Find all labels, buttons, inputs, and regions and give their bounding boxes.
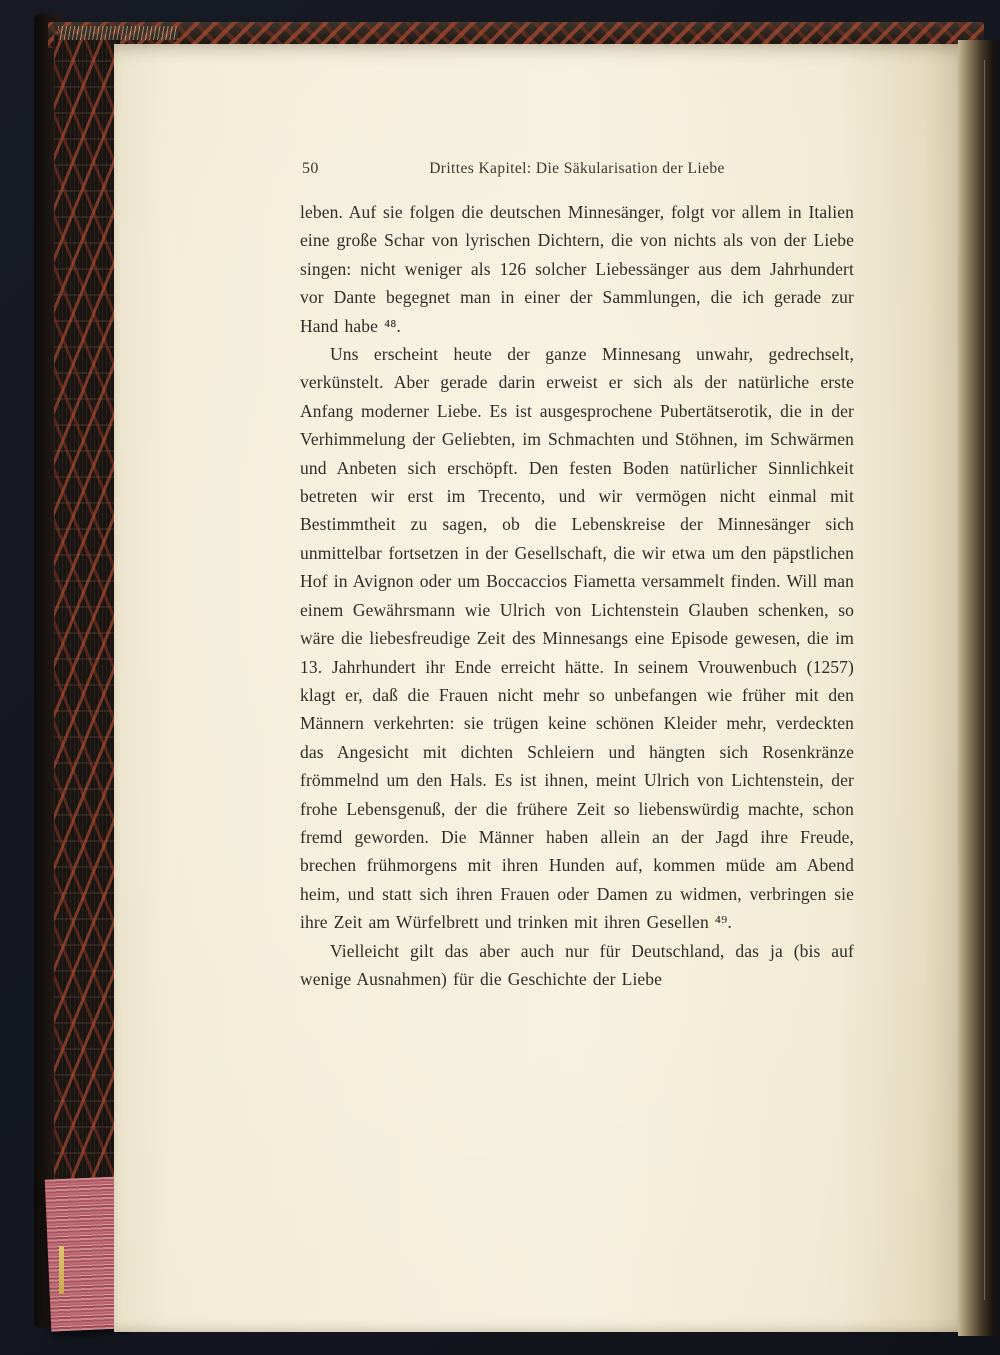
running-header: Drittes Kapitel: Die Säkularisation der Liebe xyxy=(429,160,725,177)
page-number: 50 xyxy=(302,160,319,177)
paragraph: Uns erscheint heute der ganze Minnesang unwahr, gedrechselt, verkünstelt. Aber gerade darin erweist er sich als der natürliche erste Anfang moderner Liebe. Es ist ausgesprochene Pubertätserotik, die in der Verhimmelung der Geliebten, im Schmachten und Stöhnen, im Schwärmen und Anbeten sich erschöpft. Den festen Boden natürlicher Sinnlichkeit betreten wir erst im Trecento, und wir vermögen nicht einmal mit Bestimmtheit zu sagen, ob die Lebenskreise der Minnesänger sich unmittelbar fortsetzen in der Gesellschaft, die wir etwa um den päpstlichen Hof in Avignon oder um Boccaccios Fiametta versammelt finden. Will man einem Gewährsmann wie Ulrich von Lichtenstein Glauben schenken, so wäre die liebesfreudige Zeit des Minnesangs eine Episode gewesen, die im 13. Jahrhundert ihr Ende erreicht hätte. In seinem Vrouwenbuch (1257) klagt er, daß die Frauen nicht mehr so unbefangen wie früher mit den Männern verkehrten: sie trügen keine schönen Kleider mehr, verdeckten das Angesicht mit dichten Schleiern und hängten sich Rosenkränze frömmelnd um den Hals. Es ist ihnen, meint Ulrich von Lichtenstein, der frohe Lebensgenuß, der die frühere Zeit so liebenswürdig machte, schon fremd geworden. Die Männer haben allein an der Jagd ihre Freude, brechen frühmorgens mit ihren Hunden auf, kommen müde am Abend heim, und statt sich ihren Frauen oder Damen zu widmen, verbringen sie ihre Zeit am Würfelbrett und trinken mit ihren Gesellen ⁴⁹. xyxy=(300,344,854,933)
gutter-shadow xyxy=(958,40,1000,1336)
page-header xyxy=(300,160,854,182)
page-body xyxy=(300,198,854,993)
page-edge-highlight xyxy=(59,1246,64,1294)
page-stack-fan xyxy=(58,26,178,40)
book-page xyxy=(114,44,960,1332)
paragraph: leben. Auf sie folgen die deutschen Minnesänger, folgt vor allem in Italien eine große Schar von lyrischen Dichtern, die von nichts als von der Liebe singen: nicht weniger als 126 solcher Liebessänger aus dem Jahrhundert vor Dante begegnet man in einer der Sammlungen, die ich gerade zur Hand habe ⁴⁸. xyxy=(300,202,854,336)
paragraph: Vielleicht gilt das aber auch nur für Deutschland, das ja (bis auf wenige Ausnahmen) für die Geschichte der Liebe xyxy=(300,940,854,989)
decorated-fore-edge xyxy=(54,34,120,1202)
next-page-edge-line xyxy=(984,60,985,1300)
